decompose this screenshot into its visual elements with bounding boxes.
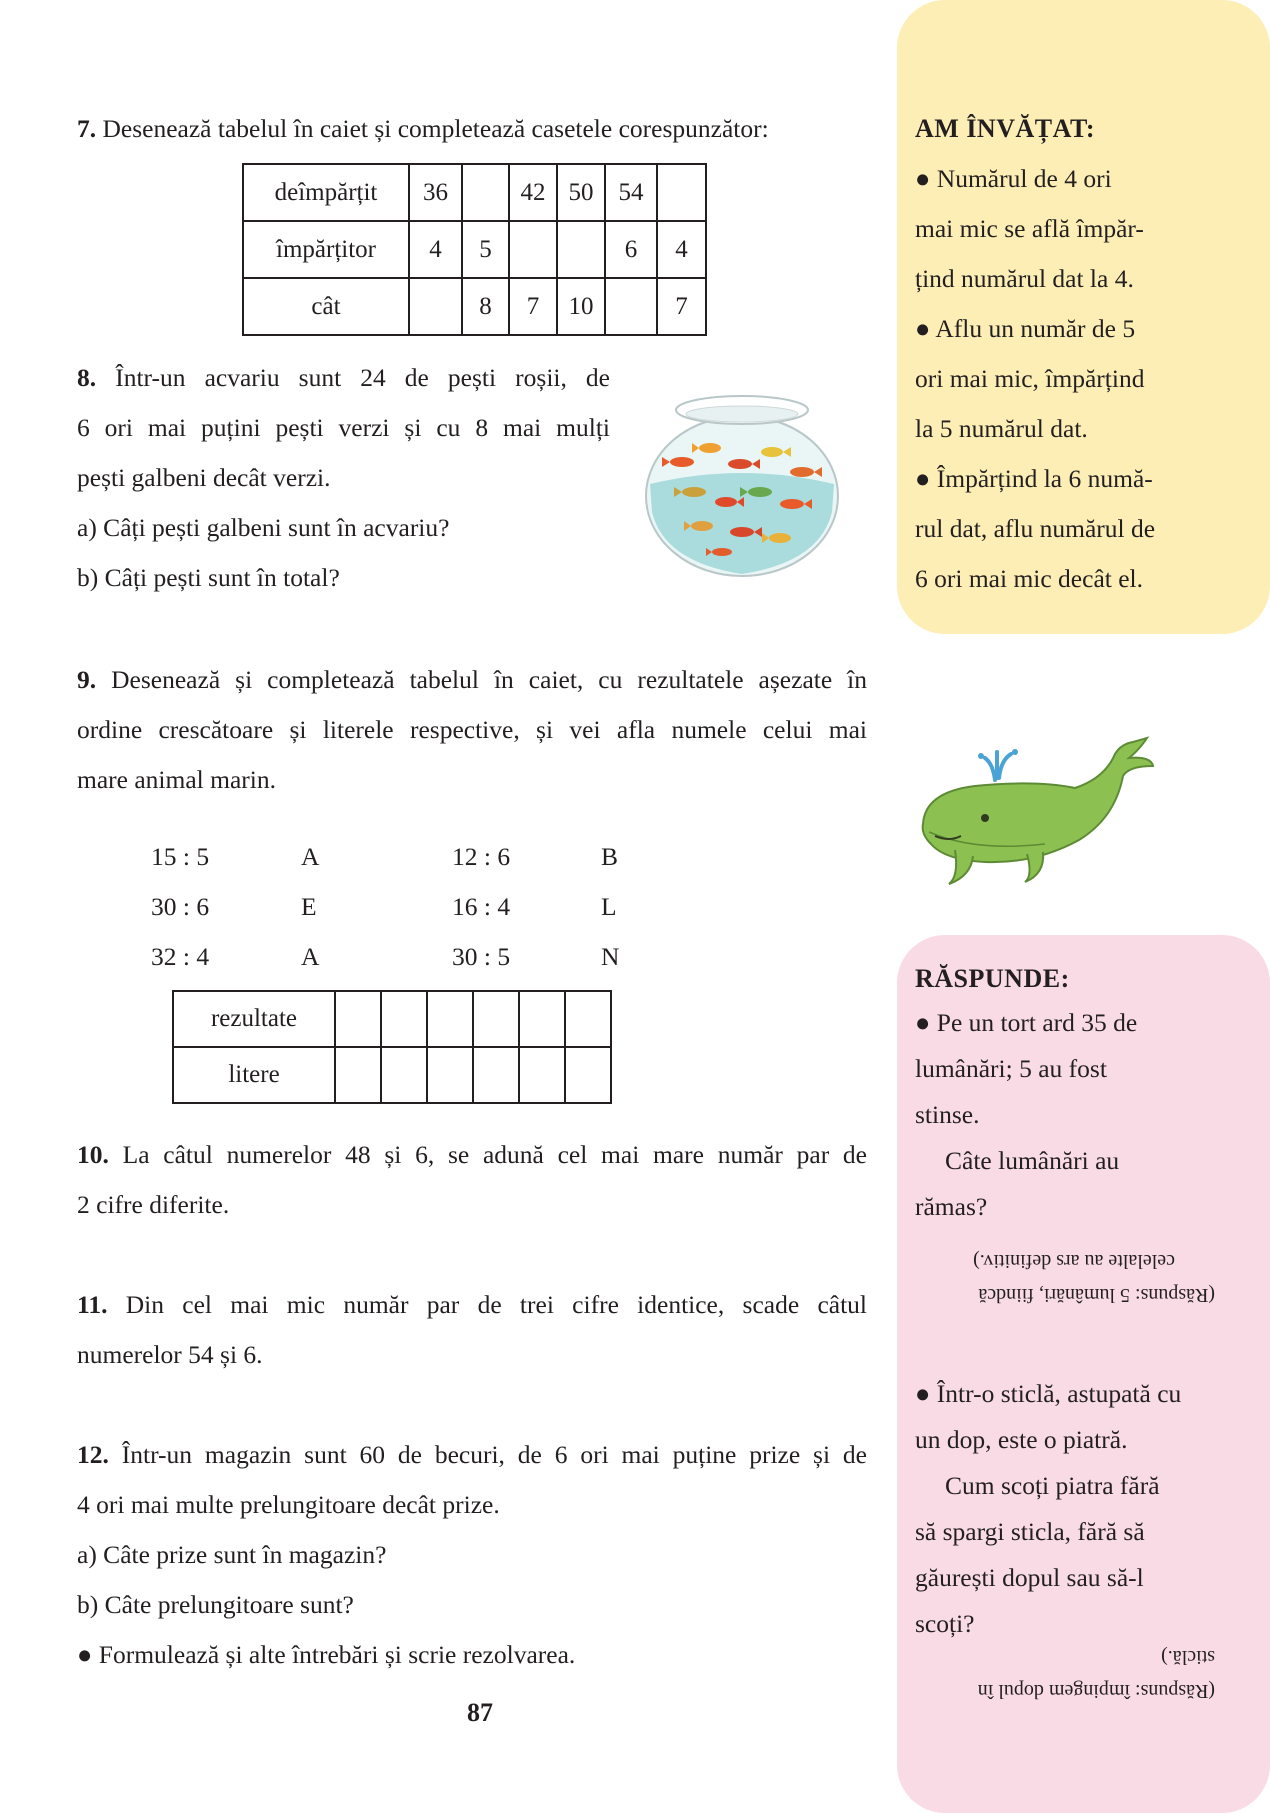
question-line: Cum scoți piatra fără [945,1471,1160,1500]
empty-cell [335,1047,381,1103]
answer-line: celelalte au ars definitiv.) [973,1250,1175,1272]
question-line: ● Într-o sticlă, astupată cu [915,1379,1182,1408]
page-number: 87 [467,1698,493,1727]
empty-cell [381,991,427,1047]
question-line: rămas? [915,1192,988,1221]
answer-line: sticlă.) [1161,1646,1215,1668]
ex12-note: ● Formulează și alte întrebări și scrie rezolvarea. [77,1640,576,1669]
ex10-line: 2 cifre diferite. [77,1190,230,1219]
table-cell [462,164,509,221]
ex10-statement [77,1130,867,1230]
ex12-question-a: a) Câte prize sunt în magazin? [77,1540,387,1569]
learned-line: ori mai mic, împărțind [915,364,1145,393]
ex9-line: ordine crescătoare și literele respective, și vei afla numele celui mai [77,715,867,744]
row-label: împărțitor [243,221,409,278]
question-line: ● Pe un tort ard 35 de [915,1008,1138,1037]
ex9-number: 9. [77,665,97,694]
table-cell: 5 [462,221,509,278]
learned-line: la 5 numărul dat. [915,414,1088,443]
ex11-number: 11. [77,1290,108,1319]
answer-title: RĂSPUNDE: [915,964,1070,993]
ex7-statement [77,104,867,154]
answer-1-upside-down [915,1244,1215,1312]
ex7-number: 7. [77,114,97,143]
ex8-question-b: b) Câți pești sunt în total? [77,563,340,592]
question-2 [915,1371,1215,1647]
empty-cell [427,1047,473,1103]
ex11-line: 11. Din cel mai mic număr par de trei cifre identice, scade câtul [77,1290,867,1319]
division-table [242,163,707,336]
table-cell: 6 [605,221,657,278]
learned-text [915,154,1205,604]
question-line: găurești dopul sau să-l [915,1563,1144,1592]
empty-cell [381,1047,427,1103]
ex12-question-b: b) Câte prelungitoare sunt? [77,1590,354,1619]
learned-line: ● Numărul de 4 ori [915,164,1112,193]
table-cell: 36 [409,164,462,221]
learned-title: AM ÎNVĂȚAT: [915,114,1096,143]
whale-illustration [915,732,1155,892]
ex7-text: Desenează tabelul în caiet și completează casetele corespunzător: [102,114,769,143]
table-cell: 54 [605,164,657,221]
question-line: să spargi sticla, fără să [915,1517,1145,1546]
letter: B [601,842,619,871]
table-cell: 4 [657,221,706,278]
learned-line: țind numărul dat la 4. [915,264,1134,293]
empty-cell [519,1047,565,1103]
empty-cell [473,991,519,1047]
empty-cell [565,991,611,1047]
letter: A [301,842,320,871]
operation: 30 : 5 [452,942,511,971]
letter: E [301,892,317,921]
operation: 30 : 6 [151,892,210,921]
table-cell [557,221,605,278]
letter: A [301,942,320,971]
question-line: lumânări; 5 au fost [915,1054,1107,1083]
table-row [173,1047,611,1103]
ex9-line: mare animal marin. [77,765,276,794]
ex12-line: 12. Într-un magazin sunt 60 de becuri, de 6 ori mai puține prize și de [77,1440,868,1469]
ex11-statement [77,1280,867,1380]
empty-cell [473,1047,519,1103]
question-1 [915,1000,1215,1230]
row-label: deîmpărțit [243,164,409,221]
operation: 32 : 4 [151,942,210,971]
answer-2-upside-down [915,1640,1215,1708]
table-cell: 10 [557,278,605,335]
ex10-line: 10. La câtul numerelor 48 și 6, se adună cel mai mare număr par de [77,1140,867,1169]
operation: 16 : 4 [452,892,511,921]
question-line: stinse. [915,1100,980,1129]
ex8-line: pești galbeni decât verzi. [77,463,331,492]
ex8-number: 8. [77,363,97,392]
table-cell [657,164,706,221]
table-row [173,991,611,1047]
table-row [243,164,706,221]
table-cell: 8 [462,278,509,335]
ex8-line: 8. Într-un acvariu sunt 24 de pești roșii, de [77,363,610,392]
operation: 15 : 5 [151,842,210,871]
ex8-line: 6 ori mai puțini pești verzi și cu 8 mai mulți [77,413,610,442]
ex10-number: 10. [77,1140,109,1169]
ex8-statement [77,353,610,603]
answer-line: (Răspuns: împingem dopul în [977,1680,1215,1702]
learned-line: 6 ori mai mic decât el. [915,564,1143,593]
learned-line: ● Împărțind la 6 numă- [915,464,1153,493]
learned-line: mai mic se află împăr- [915,214,1144,243]
letter: L [601,892,617,921]
ex11-line: numerelor 54 și 6. [77,1340,263,1369]
table-row [243,278,706,335]
water-spout-icon [978,749,1018,780]
ex9-line: 9. Desenează și completează tabelul în caiet, cu rezultatele așezate în [77,665,867,694]
ex9-statement [77,655,867,805]
operation: 12 : 6 [452,842,511,871]
table-cell [605,278,657,335]
empty-cell [565,1047,611,1103]
empty-cell [519,991,565,1047]
learned-line: ● Aflu un număr de 5 [915,314,1136,343]
question-line: un dop, este o piatră. [915,1425,1128,1454]
table-cell: 42 [509,164,557,221]
answer-line: (Răspuns: 5 lumânări, fiindcă [978,1284,1215,1306]
results-letters-table [172,990,612,1104]
table-cell [409,278,462,335]
table-row [243,221,706,278]
letter: N [601,942,620,971]
table-cell [509,221,557,278]
table-cell: 7 [509,278,557,335]
learned-line: rul dat, aflu numărul de [915,514,1156,543]
table-cell: 4 [409,221,462,278]
row-label: rezultate [173,991,335,1047]
row-label: cât [243,278,409,335]
table-cell: 7 [657,278,706,335]
ex12-number: 12. [77,1440,109,1469]
ex12-statement [77,1430,867,1680]
ex8-question-a: a) Câți pești galbeni sunt în acvariu? [77,513,450,542]
empty-cell [427,991,473,1047]
row-label: litere [173,1047,335,1103]
empty-cell [335,991,381,1047]
question-line: Câte lumânări au [945,1146,1120,1175]
table-cell: 50 [557,164,605,221]
question-line: scoți? [915,1609,975,1638]
fishbowl-illustration [642,392,842,578]
ex12-line: 4 ori mai multe prelungitoare decât prize. [77,1490,500,1519]
